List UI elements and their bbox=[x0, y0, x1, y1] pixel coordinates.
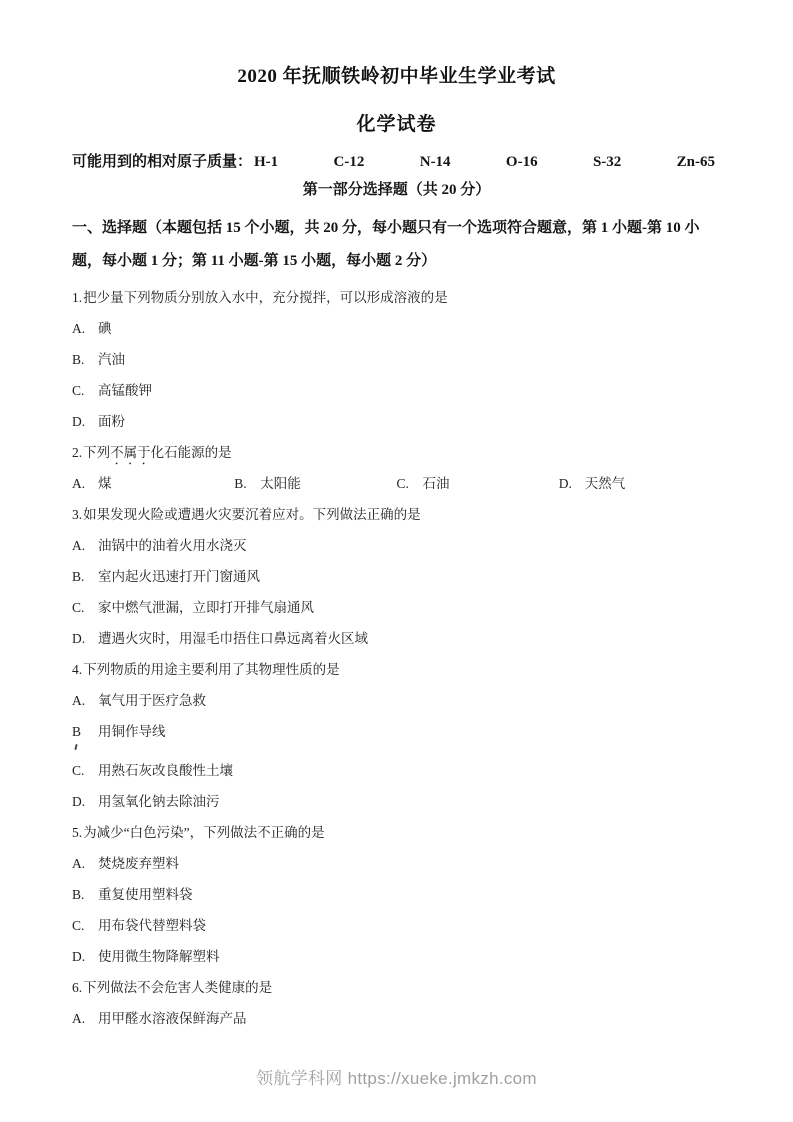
option-label: B. bbox=[72, 887, 85, 902]
option-text: 焚烧废弃塑料 bbox=[98, 856, 179, 871]
option bbox=[72, 592, 721, 623]
option bbox=[72, 716, 721, 747]
option bbox=[72, 848, 721, 879]
option-text: 用铜作导线 bbox=[98, 724, 166, 739]
option-text: 用熟石灰改良酸性土壤 bbox=[98, 763, 233, 778]
question-number: 5. bbox=[72, 825, 83, 840]
option-text: 用甲醛水溶液保鲜海产品 bbox=[98, 1011, 247, 1026]
option-text: 用氢氧化钠去除油污 bbox=[98, 794, 220, 809]
question-number: 1. bbox=[72, 290, 83, 305]
atomic-mass-value: C-12 bbox=[333, 154, 365, 170]
option-label: A. bbox=[72, 693, 86, 708]
question-text bbox=[72, 972, 721, 1003]
option bbox=[72, 623, 721, 654]
page-title: 2020 年抚顺铁岭初中毕业生学业考试 bbox=[237, 66, 556, 87]
option-label: D. bbox=[72, 631, 86, 646]
option bbox=[72, 313, 721, 344]
question-number: 2. bbox=[72, 445, 83, 460]
option-text: 碘 bbox=[98, 321, 112, 336]
option-text: 煤 bbox=[98, 476, 112, 491]
option bbox=[72, 344, 721, 375]
section-instructions: 一、选择题（本题包括 15 个小题，共 20 分，每小题只有一个选项符合题意，第 1 小题-第 10 小题，每小题 1 分；第 11 小题-第 15 小题，每小题 2 分） bbox=[72, 220, 700, 269]
option bbox=[72, 910, 721, 941]
option-text: 石油 bbox=[422, 476, 450, 491]
option-label: A. bbox=[72, 476, 86, 491]
question-number: 3. bbox=[72, 507, 83, 522]
option bbox=[234, 468, 396, 499]
option bbox=[72, 685, 721, 716]
option-label: C. bbox=[72, 600, 85, 615]
part-heading: 第一部分选择题（共 20 分） bbox=[302, 182, 491, 198]
question-number: 4. bbox=[72, 662, 83, 677]
question-6 bbox=[72, 972, 721, 1034]
option-label: D. bbox=[72, 794, 86, 809]
question-stem-emphasis: 不属于 bbox=[110, 445, 151, 460]
option-text: 天然气 bbox=[584, 476, 626, 491]
atomic-mass-value: Zn-65 bbox=[676, 154, 715, 170]
option-label: B. bbox=[234, 476, 247, 491]
option-label: B. bbox=[72, 569, 85, 584]
option bbox=[72, 1003, 721, 1034]
option bbox=[72, 406, 721, 437]
option-text: 家中燃气泄漏，立即打开排气扇通风 bbox=[98, 600, 314, 615]
option bbox=[72, 468, 234, 499]
question-4 bbox=[72, 654, 721, 817]
option-text: 面粉 bbox=[98, 414, 125, 429]
question-3 bbox=[72, 499, 721, 654]
question-5 bbox=[72, 817, 721, 972]
option-text: 氧气用于医疗急救 bbox=[98, 693, 206, 708]
option bbox=[72, 755, 721, 786]
question-stem: 把少量下列物质分别放入水中，充分搅拌，可以形成溶液的是 bbox=[83, 290, 448, 305]
atomic-mass-value: O-16 bbox=[505, 154, 538, 170]
option bbox=[72, 530, 721, 561]
option-label: C. bbox=[72, 763, 85, 778]
stray-mark bbox=[74, 744, 77, 750]
question-text bbox=[72, 437, 721, 468]
question-stem: 下列做法不会危害人类健康的是 bbox=[83, 980, 273, 995]
option bbox=[72, 375, 721, 406]
option-label: C. bbox=[72, 383, 85, 398]
question-stem: 如果发现火险或遭遇火灾要沉着应对。下列做法正确的是 bbox=[83, 507, 421, 522]
question-text bbox=[72, 817, 721, 848]
question-number: 6. bbox=[72, 980, 83, 995]
atomic-mass-value: H-1 bbox=[254, 154, 279, 170]
option-label: B. bbox=[72, 352, 85, 367]
option-text: 汽油 bbox=[98, 352, 125, 367]
footer-watermark: 领航学科网 https://xueke.jmkzh.com bbox=[256, 1069, 537, 1088]
option-label: B bbox=[72, 724, 82, 739]
question-text bbox=[72, 282, 721, 313]
question-2 bbox=[72, 437, 721, 499]
option-label: C. bbox=[72, 918, 85, 933]
paper-subject-title: 化学试卷 bbox=[356, 114, 437, 135]
question-stem-prefix: 下列 bbox=[83, 445, 111, 460]
option-label: D. bbox=[72, 949, 86, 964]
option-label: A. bbox=[72, 321, 86, 336]
option-label: D. bbox=[558, 476, 572, 491]
atomic-mass-line bbox=[72, 152, 721, 173]
option-text: 太阳能 bbox=[260, 476, 301, 491]
option bbox=[72, 786, 721, 817]
option-text: 高锰酸钾 bbox=[98, 383, 152, 398]
option-label: D. bbox=[72, 414, 86, 429]
question-stem-suffix: 化石能源的是 bbox=[150, 445, 232, 460]
atomic-mass-values bbox=[252, 152, 721, 173]
option-text: 油锅中的油着火用水浇灭 bbox=[98, 538, 247, 553]
atomic-mass-value: N-14 bbox=[419, 154, 451, 170]
question-text bbox=[72, 654, 721, 685]
option bbox=[72, 941, 721, 972]
option-label: A. bbox=[72, 1011, 86, 1026]
option-text: 用布袋代替塑料袋 bbox=[98, 918, 206, 933]
option bbox=[397, 468, 559, 499]
option bbox=[72, 879, 721, 910]
atomic-mass-value: S-32 bbox=[592, 154, 622, 170]
option bbox=[559, 468, 721, 499]
atomic-mass-label: 可能用到的相对原子质量： bbox=[72, 154, 253, 170]
option-text: 遭遇火灾时，用湿毛巾捂住口鼻远离着火区域 bbox=[98, 631, 368, 646]
question-1 bbox=[72, 282, 721, 437]
option-text: 重复使用塑料袋 bbox=[98, 887, 193, 902]
question-stem: 为减少“白色污染”，下列做法不正确的是 bbox=[83, 825, 325, 840]
question-stem: 下列物质的用途主要利用了其物理性质的是 bbox=[83, 662, 340, 677]
option-row bbox=[72, 468, 721, 499]
option-label: A. bbox=[72, 856, 86, 871]
question-text bbox=[72, 499, 721, 530]
option-label: C. bbox=[396, 476, 409, 491]
option-label: A. bbox=[72, 538, 86, 553]
option-text: 使用微生物降解塑料 bbox=[98, 949, 220, 964]
question-list bbox=[72, 282, 721, 1034]
option-text: 室内起火迅速打开门窗通风 bbox=[98, 569, 260, 584]
option bbox=[72, 561, 721, 592]
